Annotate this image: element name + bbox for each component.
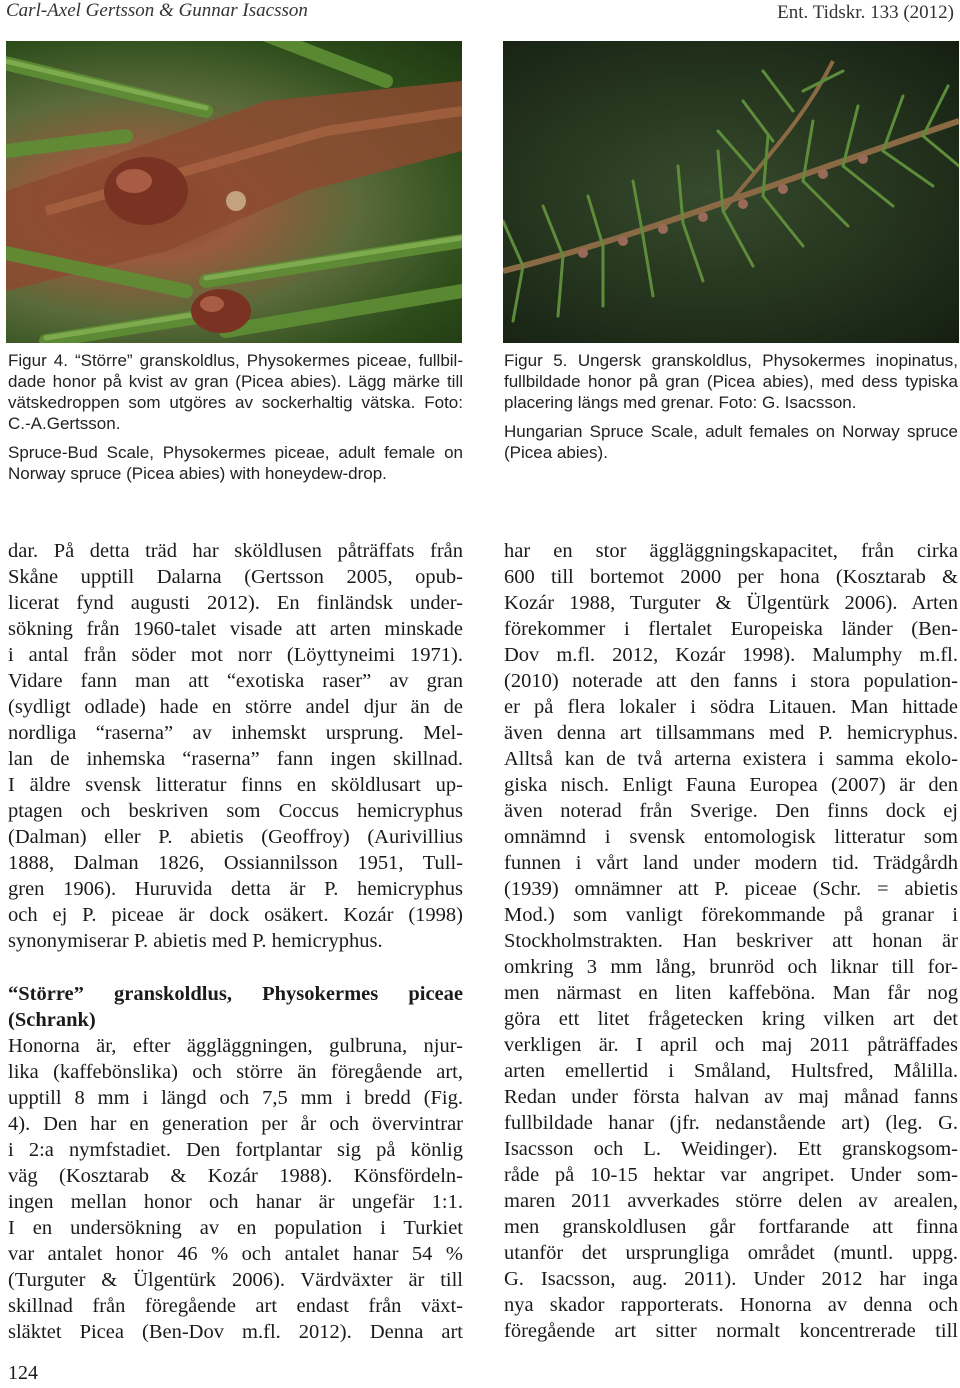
text-line: ptagen och beskriven som Coccus hemicryphus — [8, 800, 463, 822]
text-line: (sydligt odlade) hade en större andel djur än de — [8, 696, 463, 718]
text-line: har en stor äggläggningskapacitet, från cirka — [504, 540, 958, 562]
caption-line: Spruce-Bud Scale, Physokermes piceae, adult female on — [8, 443, 463, 462]
figure-5-photo — [503, 41, 959, 343]
text-line: Honorna är, efter äggläggningen, gulbruna, njur- — [8, 1035, 463, 1057]
text-line: I en undersökning av en population i Turkiet — [8, 1217, 463, 1239]
figure-4-illustration — [6, 41, 462, 343]
text-line: men granskoldlusen går fortfarande att finna — [504, 1216, 958, 1238]
text-line: sökning från 1960-talet visade att arten minskade — [8, 618, 463, 640]
text-line: Redan under första halvan av maj månad fanns — [504, 1086, 958, 1108]
text-line: råde på 10-15 hektar var angripet. Under som- — [504, 1164, 958, 1186]
text-line: förekommer i flertalet Europeiska länder (Ben- — [504, 618, 958, 640]
caption-line: Hungarian Spruce Scale, adult females on Norway spruce — [504, 422, 958, 441]
text-line: gren 1906). Huruvida detta är P. hemicryphus — [8, 878, 463, 900]
text-line: omkring 3 mm lång, brunröd och liknar till for- — [504, 956, 958, 978]
text-line: Vidare fann man att “exotiska raser” av gran — [8, 670, 463, 692]
text-line: Stockholmstrakten. Han beskriver att honan är — [504, 930, 958, 952]
caption-line: Figur 4. “Större” granskoldlus, Physokermes piceae, fullbil- — [8, 351, 463, 370]
caption-line: vätskedroppen som utgöres av sockerhaltig vätska. Foto: — [8, 393, 463, 412]
text-line: Dov m.fl. 2012, Kozár 1998). Malumphy m.fl. — [504, 644, 958, 666]
text-line: 4). Den har en generation per år och övervintrar — [8, 1113, 463, 1135]
text-line: funnen i vårt land under modern tid. Trädgårdh — [504, 852, 958, 874]
text-line: lika (kaffebönslika) och större än föregående art, — [8, 1061, 463, 1083]
figure-4-caption — [8, 350, 463, 484]
caption-line: dade honor på kvist av gran (Picea abies). Lägg märke till — [8, 372, 463, 391]
text-line: maren 2011 avverkades större delen av arealen, — [504, 1190, 958, 1212]
text-line: upptill 8 mm i längd och 7,5 mm i bredd (Fig. — [8, 1087, 463, 1109]
section-heading — [8, 981, 463, 1033]
figure-4-photo — [6, 41, 462, 343]
running-header-journal: Ent. Tidskr. 133 (2012) — [777, 2, 954, 23]
text-line: dar. På detta träd har sköldlusen påträffats från — [8, 540, 463, 562]
figure-5-caption-english — [504, 421, 958, 463]
right-text-column — [504, 538, 958, 1344]
text-line: även denna art tillsammans med P. hemicryphus. — [504, 722, 958, 744]
text-line: fullbildade hanar (jfr. nedanstående art) (leg. G. — [504, 1112, 958, 1134]
text-line: lan de inhemska “raserna” fann ingen skillnad. — [8, 748, 463, 770]
text-line: föregående art sitter normalt koncentrerade till — [504, 1320, 958, 1342]
text-line: utanför det ursprungliga området (muntl. uppg. — [504, 1242, 958, 1264]
caption-line: placering längs med grenar. Foto: G. Isacsson. — [504, 393, 857, 412]
caption-line: (Picea abies). — [504, 443, 608, 462]
text-line: var antalet honor 46 % och antalet hanar 54 % — [8, 1243, 463, 1265]
caption-line: C.-A.Gertsson. — [8, 414, 121, 433]
text-line: licerat fynd augusti 2012). En finländsk under- — [8, 592, 463, 614]
text-line: (Dalman) eller P. abietis (Geoffroy) (Aurivillius — [8, 826, 463, 848]
text-line: giska nisch. Enligt Fauna Europea (2007) är den — [504, 774, 958, 796]
text-line: G. Isacsson, aug. 2011). Under 2012 har inga — [504, 1268, 958, 1290]
left-text-column — [8, 538, 463, 1345]
figure-5-illustration — [503, 41, 959, 343]
running-header-authors: Carl-Axel Gertsson & Gunnar Isacsson — [6, 0, 308, 21]
paragraph-description — [8, 1033, 463, 1345]
text-line: (1939) omnämner att P. piceae (Schr. = abietis — [504, 878, 958, 900]
caption-line: fullbildade honor på gran (Picea abies), med dess typiska — [504, 372, 958, 391]
text-line: nya skador rapporterats. Honorna av denna och — [504, 1294, 958, 1316]
heading-line: (Schrank) — [8, 1009, 96, 1031]
text-line: Mod.) som vanligt förekommande på granar i — [504, 904, 958, 926]
text-line: (2010) noterade att den fanns i stora population- — [504, 670, 958, 692]
text-line: men närmast en liten kaffeböna. Man får nog — [504, 982, 958, 1004]
text-line: och ej P. piceae är dock osäkert. Kozár (1998) — [8, 904, 463, 926]
text-line: Kozár 1988, Turguter & Ülgentürk 2006). Arten — [504, 592, 958, 614]
text-line: er på flera lokaler i södra Litauen. Man hittade — [504, 696, 958, 718]
figure-5-caption-swedish — [504, 350, 958, 413]
figure-4-caption-swedish — [8, 350, 463, 434]
text-line: 1888, Dalman 1826, Ossiannilsson 1951, Tull- — [8, 852, 463, 874]
text-line: I äldre svensk litteratur finns en sköldlusart up- — [8, 774, 463, 796]
text-line: släktet Picea (Ben-Dov m.fl. 2012). Denna art — [8, 1321, 463, 1343]
running-header — [0, 0, 960, 34]
text-line: i 2:a nymfstadiet. Den fortplantar sig på könlig — [8, 1139, 463, 1161]
caption-line: Figur 5. Ungersk granskoldlus, Physokermes inopinatus, — [504, 351, 958, 370]
text-line: även noterad från Sverige. Den finns dock ej — [504, 800, 958, 822]
page-number: 124 — [8, 1362, 38, 1384]
text-line: Skåne upptill Dalarna (Gertsson 2005, opub- — [8, 566, 463, 588]
figure-5-caption — [504, 350, 958, 463]
caption-line: Norway spruce (Picea abies) with honeydew-drop. — [8, 464, 387, 483]
text-line: göra ett litet frågetecken kring vilken art det — [504, 1008, 958, 1030]
text-line: (Turguter & Ülgentürk 2006). Värdväxter är till — [8, 1269, 463, 1291]
text-line: nordliga “raserna” av inhemskt ursprung. Mel- — [8, 722, 463, 744]
text-line: Isacsson och L. Weidinger). Ett granskogsom- — [504, 1138, 958, 1160]
text-line: verkligen är. I april och maj 2011 påträffades — [504, 1034, 958, 1056]
text-line: i antal från söder mot norr (Löyttyneimi 1971). — [8, 644, 463, 666]
text-line: arten emellertid i Småland, Hultsfred, Målilla. — [504, 1060, 958, 1082]
text-line: synonymiserar P. abietis med P. hemicryphus. — [8, 930, 383, 952]
text-line: ingen mellan honor och hanar är ungefär 1:1. — [8, 1191, 463, 1213]
figure-4-caption-english — [8, 442, 463, 484]
heading-line: “Större” granskoldlus, Physokermes piceae — [8, 983, 463, 1005]
text-line: Alltså kan de två arterna existera i samma ekolo- — [504, 748, 958, 770]
text-line: 600 till bortemot 2000 per hona (Kosztarab & — [504, 566, 958, 588]
text-line: omnämnd i svensk entomologisk litteratur som — [504, 826, 958, 848]
text-line: skillnad från föregående art endast från växt- — [8, 1295, 463, 1317]
text-line: väg (Kosztarab & Kozár 1988). Könsfördeln- — [8, 1165, 463, 1187]
paragraph-distribution — [8, 538, 463, 954]
